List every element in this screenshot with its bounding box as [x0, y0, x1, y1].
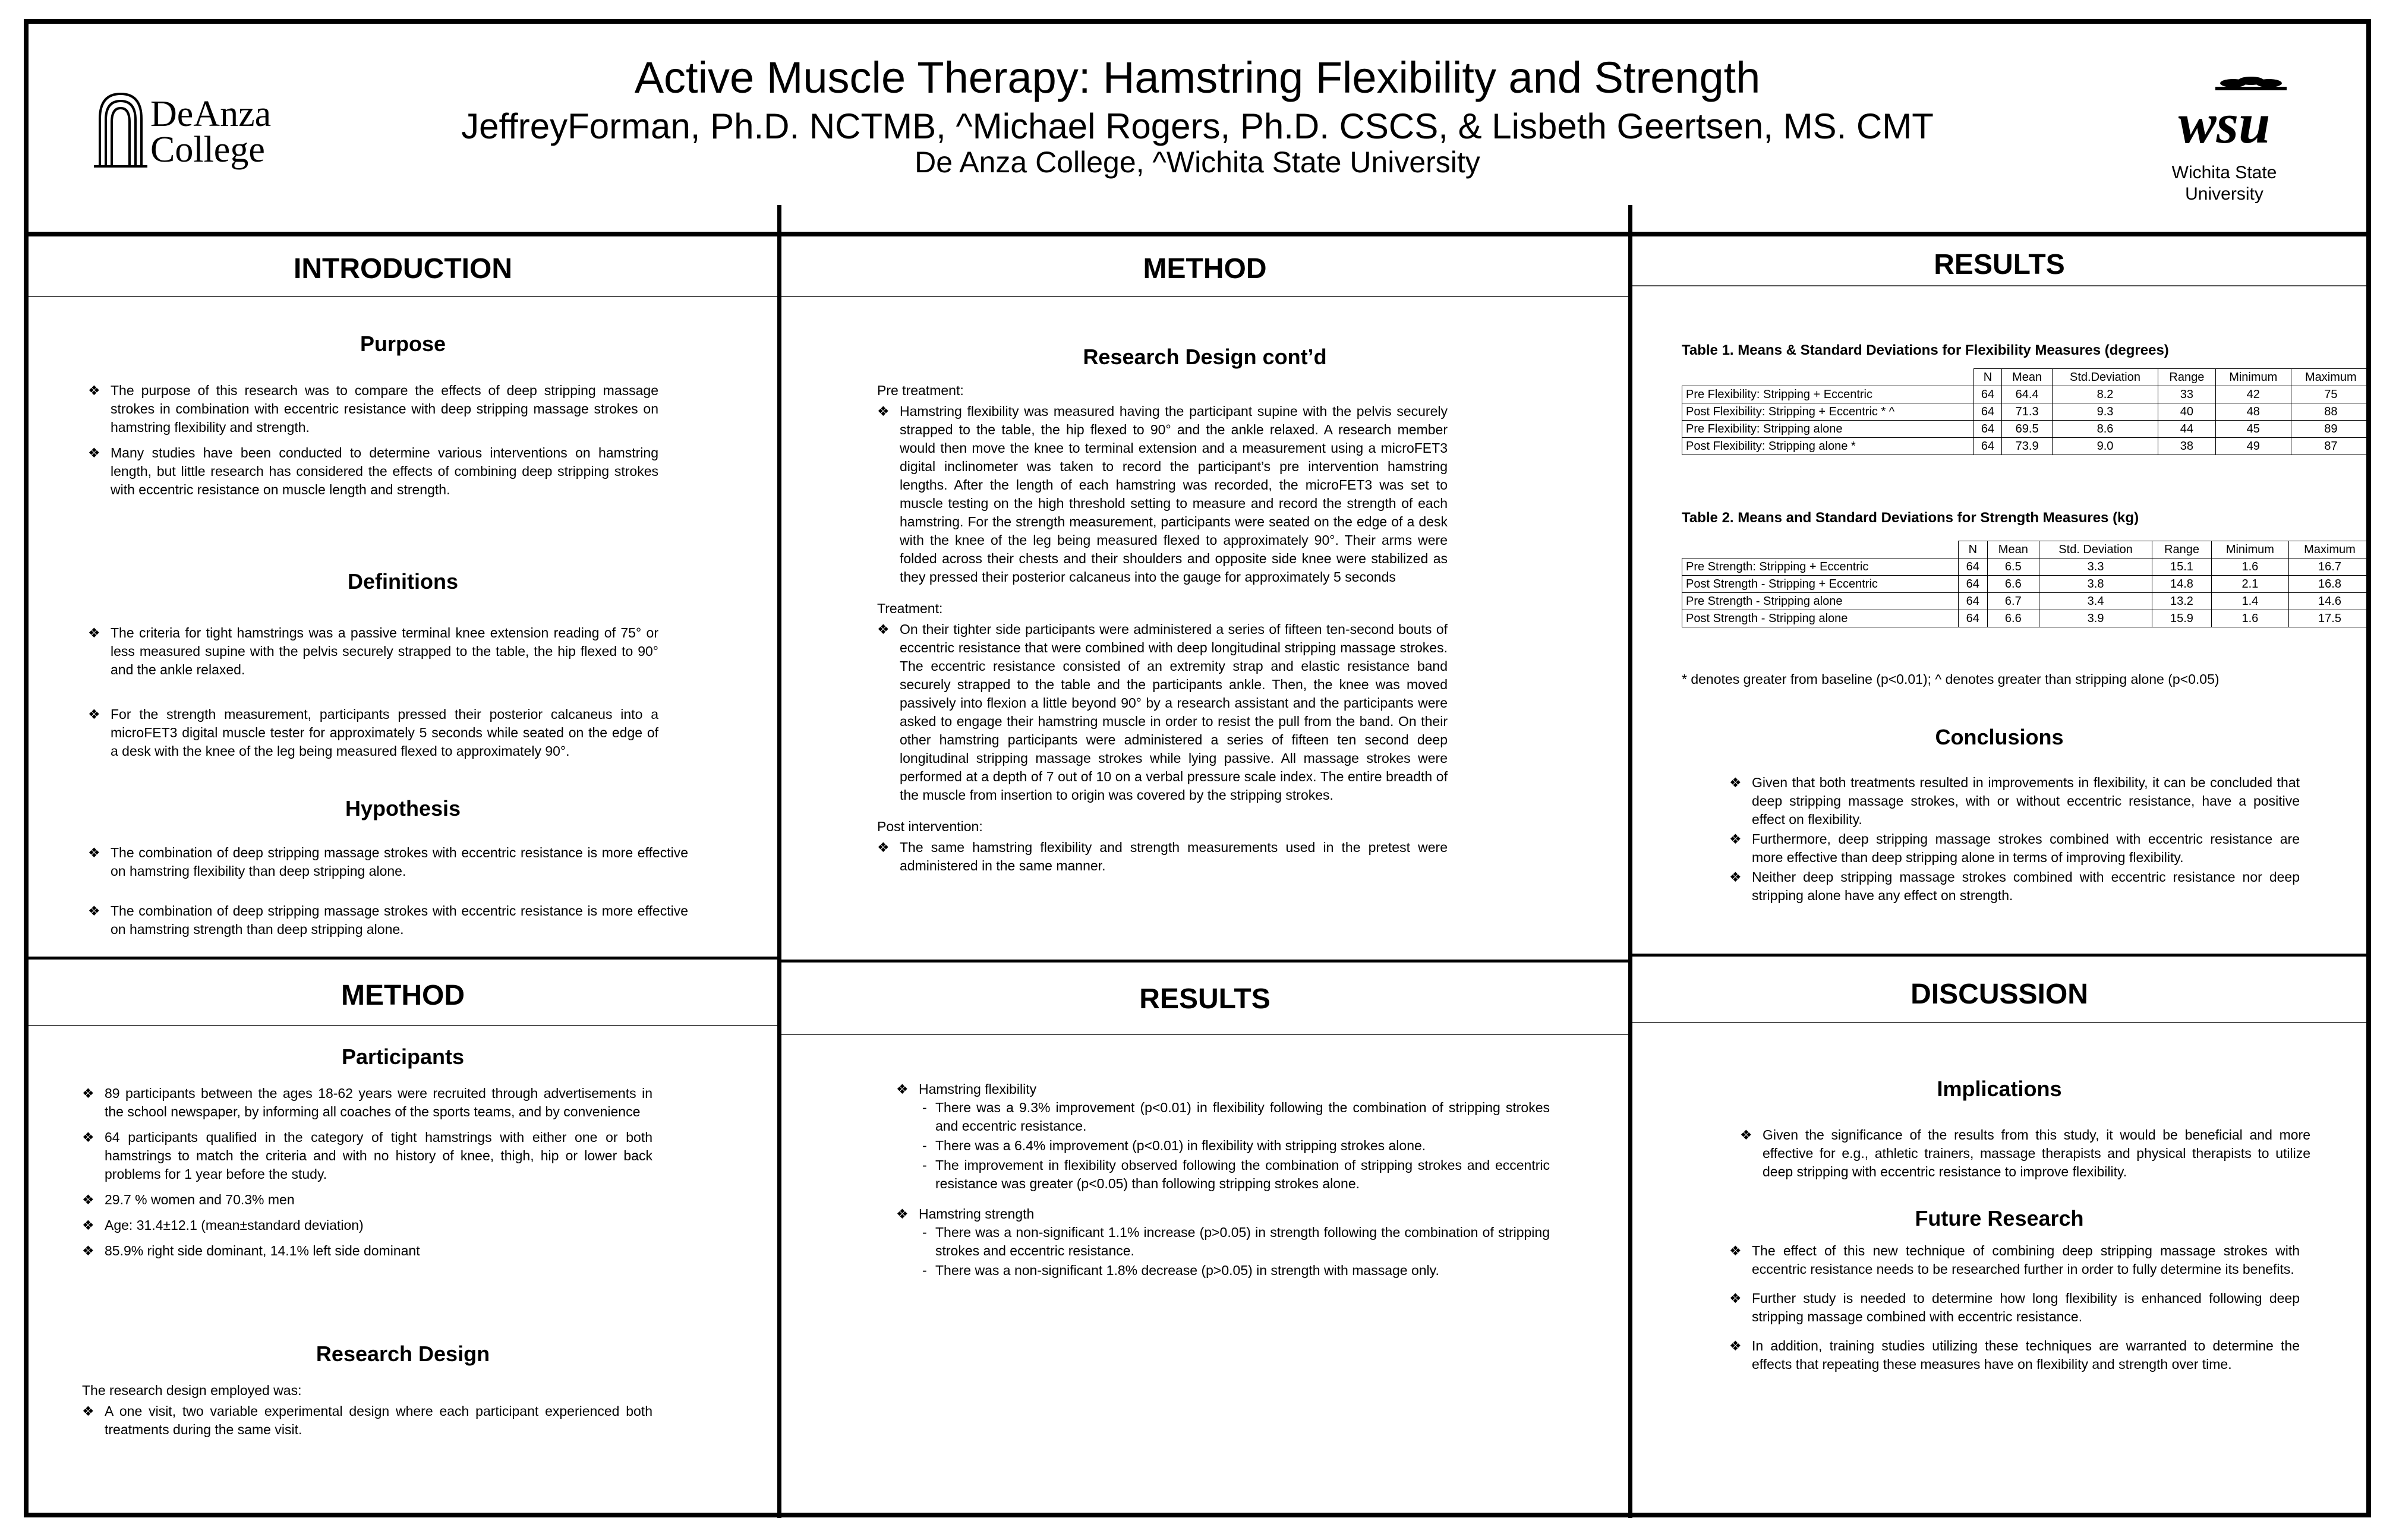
table-cell: 16.7 [2289, 558, 2371, 576]
purpose-item: ❖ Many studies have been conducted to determine various interventions on hamstring length, but little research has considered the effects of combining deep stripping strokes with eccentric resistance on muscle length and strength. [88, 444, 658, 499]
table-cell: 64 [1973, 421, 2001, 438]
hypothesis-item: ❖ The combination of deep stripping massage strokes with eccentric resistance is more effective on hamstring flexibility than deep stripping alone. [88, 844, 688, 881]
table-header-row [1682, 369, 2371, 386]
results-mid-heading-rule [781, 1034, 1628, 1035]
wsu-wheat-logo [2144, 59, 2304, 208]
hypothesis-heading: Hypothesis [345, 796, 461, 821]
poster-institutions: De Anza College, ^Wichita State University [915, 146, 1480, 179]
table-cell: Post Strength - Stripping + Eccentric [1682, 576, 1959, 593]
participants-section [82, 1084, 652, 1267]
table-cell: 2.1 [2211, 576, 2288, 593]
purpose-heading: Purpose [360, 332, 446, 356]
future-research-section [1729, 1242, 2300, 1381]
table-header-cell: Maximum [2289, 541, 2371, 558]
table-cell: 64 [1973, 403, 2001, 421]
table-cell: 15.9 [2152, 610, 2212, 627]
wsu-line1: Wichita State [2171, 163, 2277, 182]
method-left-heading: METHOD [341, 980, 465, 1011]
table-cell: 69.5 [2002, 421, 2053, 438]
table-cell: 64 [1958, 576, 1987, 593]
table-cell: 6.6 [1987, 610, 2039, 627]
table-row [1682, 610, 2371, 627]
table2-caption: Table 2. Means and Standard Deviations for Strength Measures (kg) [1682, 510, 2139, 526]
table-cell: 64 [1973, 438, 2001, 455]
implications-section [1740, 1126, 2310, 1188]
table-header-cell: Range [2158, 369, 2215, 386]
table-cell: 88 [2291, 403, 2370, 421]
strength-result-label: ❖ Hamstring strength [896, 1205, 1550, 1223]
table-cell: Pre Strength: Stripping + Eccentric [1682, 558, 1959, 576]
research-design-intro: The research design employed was: [82, 1383, 302, 1398]
logo-line2: College [150, 130, 265, 170]
implications-heading: Implications [1937, 1077, 2062, 1101]
future-research-item: ❖ In addition, training studies utilizing these techniques are warranted to determine the effects that repeating these measures have on flexibility and strength over time. [1729, 1337, 2300, 1374]
method-heading-rule [781, 296, 1628, 297]
flexibility-result-item: - The improvement in flexibility observed following the combination of stripping strokes and eccentric resistance was greater (p<0.05) than following stripping strokes alone. [920, 1156, 1550, 1193]
table-cell: 9.0 [2053, 438, 2158, 455]
table-cell: 8.6 [2053, 421, 2158, 438]
table-cell: 17.5 [2289, 610, 2371, 627]
table-header-cell: N [1973, 369, 2001, 386]
flexibility-result-item: - There was a 9.3% improvement (p<0.01) in flexibility following the combination of stripping strokes and eccentric resistance. [920, 1099, 1550, 1135]
participant-item: ❖ 64 participants qualified in the category of tight hamstrings with either one or both hamstrings to match the criteria and with no history of knee, thigh, hip or lower back problems for 1 year before the study. [82, 1128, 652, 1184]
table-row [1682, 438, 2371, 455]
post-intervention-label: Post intervention: [877, 819, 983, 834]
de-anza-arch-logo [94, 83, 296, 172]
method-center-heading: METHOD [1143, 253, 1267, 285]
strength-result-item: - There was a non-significant 1.8% decrease (p>0.05) in strength with massage only. [920, 1261, 1550, 1280]
table-cell: 16.8 [2289, 576, 2371, 593]
table-header-cell: Mean [2002, 369, 2053, 386]
table-cell: Post Flexibility: Stripping alone * [1682, 438, 1974, 455]
participants-heading: Participants [341, 1044, 465, 1069]
wsu-line2: University [2185, 184, 2263, 204]
table-cell: 15.1 [2152, 558, 2212, 576]
table-cell: 14.6 [2289, 593, 2371, 610]
table-cell: 13.2 [2152, 593, 2212, 610]
strength-result-item: - There was a non-significant 1.1% increase (p>0.05) in strength following the combination of stripping strokes and eccentric resistance. [920, 1223, 1550, 1260]
purpose-section [88, 381, 658, 506]
participant-item: ❖ 89 participants between the ages 18-62 years were recruited through advertisements in the school newspaper, by informing all coaches of the sports teams, and by convenience [82, 1084, 652, 1121]
flexibility-table [1682, 368, 2371, 455]
future-research-item: ❖ Further study is needed to determine how long flexibility is enhanced following deep stripping massage combined with eccentric resistance. [1729, 1289, 2300, 1326]
table-cell: 64.4 [2002, 386, 2053, 403]
column-divider-2 [1628, 205, 1632, 1518]
table-cell: 6.6 [1987, 576, 2039, 593]
table-cell: 45 [2215, 421, 2291, 438]
table-cell: 75 [2291, 386, 2370, 403]
table-cell: 73.9 [2002, 438, 2053, 455]
table-header-cell [1682, 369, 1974, 386]
participant-item: ❖ Age: 31.4±12.1 (mean±standard deviation) [82, 1216, 652, 1235]
de-anza-logo-graphic [94, 83, 296, 172]
intro-heading-rule [29, 296, 777, 297]
participant-item: ❖ 29.7 % women and 70.3% men [82, 1191, 652, 1209]
discussion-heading-rule [1632, 1022, 2366, 1023]
conclusion-item: ❖ Neither deep stripping massage strokes combined with eccentric resistance nor deep stripping alone have any effect on strength. [1729, 868, 2300, 905]
table-cell: 1.6 [2211, 610, 2288, 627]
results-center-heading: RESULTS [1139, 983, 1270, 1015]
future-research-item: ❖ The effect of this new technique of combining deep stripping massage strokes with eccentric resistance needs to be researched further in order to fully determine its benefits. [1729, 1242, 2300, 1279]
table-row [1682, 593, 2371, 610]
poster-authors: JeffreyForman, Ph.D. NCTMB, ^Michael Rogers, Ph.D. CSCS, & Lisbeth Geertsen, MS. CMT [461, 106, 1934, 146]
table-row [1682, 558, 2371, 576]
table-cell: 48 [2215, 403, 2291, 421]
purpose-item: ❖ The purpose of this research was to compare the effects of deep stripping massage strokes in combination with eccentric resistance with deep stripping massage strokes on hamstring flexibility and strength. [88, 381, 658, 437]
results-right-heading: RESULTS [1934, 249, 2065, 280]
table-cell: 64 [1973, 386, 2001, 403]
left-mid-divider [29, 957, 777, 960]
logo-line1: DeAnza [150, 94, 272, 134]
table-cell: 8.2 [2053, 386, 2158, 403]
table-cell: 64 [1958, 593, 1987, 610]
treatment-item: ❖ On their tighter side participants were administered a series of fifteen ten-second bouts of eccentric resistance that were combined with deep longitudinal stripping massage strokes. The eccentric resistance consisted of an extremity strap and elastic resistance band securely strapped to the table and the participants ankle. Then, the knee was moved passively into flexion a little beyond 90° by a research assistant and the participants were asked to engage their hamstring muscle in order to resist the pull from the band. On their other hamstring participants were administered a series of fifteen ten second deep longitudinal stripping massage strokes while lying passive. All massage strokes were performed at a depth of 7 out of 10 on a verbal pressure scale index. The entire breadth of the muscle from insertion to origin was covered by the stripping strokes. [877, 620, 1448, 804]
table-header-cell: N [1958, 541, 1987, 558]
pre-treatment-label: Pre treatment: [877, 383, 964, 398]
table-cell: 87 [2291, 438, 2370, 455]
treatment-label: Treatment: [877, 601, 943, 616]
poster-title: Active Muscle Therapy: Hamstring Flexibility and Strength [634, 53, 1761, 102]
table-header-cell: Range [2152, 541, 2212, 558]
future-research-heading: Future Research [1915, 1206, 2084, 1230]
table-header-cell: Std.Deviation [2053, 369, 2158, 386]
hypothesis-item: ❖ The combination of deep stripping massage strokes with eccentric resistance is more effective on hamstring strength than deep stripping alone. [88, 902, 688, 939]
table-cell: Pre Strength - Stripping alone [1682, 593, 1959, 610]
research-design-heading: Research Design [316, 1342, 490, 1366]
table-cell: 3.9 [2039, 610, 2152, 627]
wsu-logo-graphic [2144, 59, 2304, 208]
table-cell: 3.8 [2039, 576, 2152, 593]
post-intervention-item: ❖ The same hamstring flexibility and strength measurements used in the pretest were administered in the same manner. [877, 838, 1448, 875]
research-design-contd-heading: Research Design cont’d [1083, 345, 1327, 369]
table-cell: 49 [2215, 438, 2291, 455]
table-cell: 6.7 [1987, 593, 2039, 610]
header-divider [29, 232, 2366, 236]
introduction-heading: INTRODUCTION [294, 253, 512, 285]
table-cell: 3.4 [2039, 593, 2152, 610]
table-cell: Post Flexibility: Stripping + Eccentric * ^ [1682, 403, 1974, 421]
flexibility-result-label: ❖ Hamstring flexibility [896, 1080, 1550, 1099]
table-cell: 40 [2158, 403, 2215, 421]
research-design-section [82, 1381, 652, 1446]
discussion-heading: DISCUSSION [1911, 979, 2088, 1010]
table-cell: 64 [1958, 610, 1987, 627]
poster [24, 19, 2371, 1517]
table-row [1682, 421, 2371, 438]
method-left-heading-rule [29, 1025, 777, 1026]
center-mid-divider [781, 960, 1628, 962]
table-cell: 71.3 [2002, 403, 2053, 421]
table-header-cell: Std. Deviation [2039, 541, 2152, 558]
table-header-cell: Minimum [2211, 541, 2288, 558]
definition-item: ❖ The criteria for tight hamstrings was a passive terminal knee extension reading of 75° or less measured supine with the pelvis securely strapped to the table, the hip flexed to 90° and the ankle relaxed. [88, 624, 658, 679]
tables-footnote: * denotes greater from baseline (p<0.01); ^ denotes greater than stripping alone (p<0.05) [1682, 671, 2220, 687]
conclusion-item: ❖ Given that both treatments resulted in improvements in flexibility, it can be concluded that deep stripping massage strokes, with or without eccentric resistance, have a positive effect on flexibility. [1729, 774, 2300, 829]
wsu-wordmark: wsu [2178, 91, 2271, 155]
right-mid-divider [1632, 954, 2366, 957]
table-cell: 33 [2158, 386, 2215, 403]
table-header-cell: Mean [1987, 541, 2039, 558]
method-center-section [877, 381, 1448, 882]
participant-item: ❖ 85.9% right side dominant, 14.1% left side dominant [82, 1242, 652, 1260]
table-cell: 42 [2215, 386, 2291, 403]
table-cell: Pre Flexibility: Stripping + Eccentric [1682, 386, 1974, 403]
table-cell: 6.5 [1987, 558, 2039, 576]
flexibility-result-item: - There was a 6.4% improvement (p<0.01) in flexibility with stripping strokes alone. [920, 1137, 1550, 1155]
definitions-section [88, 624, 658, 768]
results-heading-rule [1632, 285, 2366, 286]
table-header-row [1682, 541, 2371, 558]
table-cell: 38 [2158, 438, 2215, 455]
table-cell: 14.8 [2152, 576, 2212, 593]
table-row [1682, 386, 2371, 403]
table-cell: Pre Flexibility: Stripping alone [1682, 421, 1974, 438]
table-cell: 89 [2291, 421, 2370, 438]
column-divider-1 [777, 205, 781, 1518]
definitions-heading: Definitions [348, 569, 458, 594]
table-cell: 1.6 [2211, 558, 2288, 576]
table-cell: 9.3 [2053, 403, 2158, 421]
table-row [1682, 576, 2371, 593]
implication-item: ❖ Given the significance of the results from this study, it would be beneficial and more effective for e.g., athletic trainers, massage therapists and physical therapists to utilize deep stripping with eccentric resistance to improve flexibility. [1740, 1126, 2310, 1181]
table-cell: 64 [1958, 558, 1987, 576]
strength-table [1682, 541, 2371, 627]
conclusions-section [1729, 774, 2300, 912]
research-design-item: ❖ A one visit, two variable experimental design where each participant experienced both treatments during the same visit. [82, 1402, 652, 1439]
table-cell: 1.4 [2211, 593, 2288, 610]
table-cell: 44 [2158, 421, 2215, 438]
table-header-cell: Minimum [2215, 369, 2291, 386]
table-header-cell [1682, 541, 1959, 558]
table-cell: 3.3 [2039, 558, 2152, 576]
table-row [1682, 403, 2371, 421]
conclusion-item: ❖ Furthermore, deep stripping massage strokes combined with eccentric resistance are more effective than deep stripping alone in terms of improving flexibility. [1729, 830, 2300, 867]
pre-treatment-item: ❖ Hamstring flexibility was measured having the participant supine with the pelvis securely strapped to the table, the hip flexed to 90° and the ankle relaxed. A research member would then move the knee to terminal extension and a measurement using a microFET3 digital inclinometer was taken to record the participant’s pre intervention hamstring lengths. After the length of each hamstring was recorded, the microFET3 was set to muscle testing on the high threshold setting to measure and record the strength of each hamstring. For the strength measurement, participants were seated on the edge of a desk with the knee of the leg being measured flexed to approximately 90°. Their arms were folded across their chests and their shoulders and opposite side knee were stabilized as they pressed their posterior calcaneus into the gauge for approximately 5 seconds [877, 402, 1448, 586]
table-cell: Post Strength - Stripping alone [1682, 610, 1959, 627]
table-header-cell: Maximum [2291, 369, 2370, 386]
hypothesis-section [88, 844, 688, 946]
definition-item: ❖ For the strength measurement, participants pressed their posterior calcaneus into a microFET3 digital muscle tester for approximately 5 seconds while seated on the edge of a desk with the knee of the leg being measured flexed to approximately 90°. [88, 705, 658, 760]
conclusions-heading: Conclusions [1935, 725, 2064, 749]
table1-caption: Table 1. Means & Standard Deviations for Flexibility Measures (degrees) [1682, 342, 2169, 358]
results-center-section [896, 1080, 1550, 1292]
